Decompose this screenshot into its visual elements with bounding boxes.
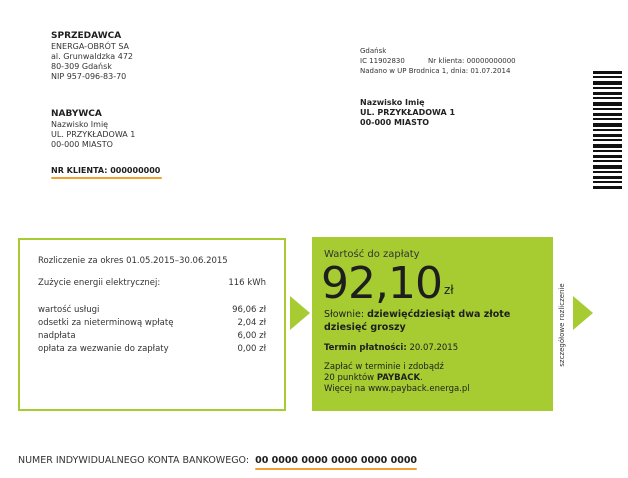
payback-promo — [324, 362, 470, 395]
settlement-box — [18, 238, 286, 411]
words-line2: dziesięć groszy — [324, 322, 406, 333]
payment-label: Wartość do zapłaty — [324, 249, 420, 260]
buyer-line: UL. PRZYKŁADOWA 1 — [51, 130, 136, 139]
buyer-line: 00-000 MIASTO — [51, 140, 113, 149]
bank-account — [18, 455, 417, 466]
sender-client-nr: Nr klienta: 00000000000 — [428, 57, 516, 65]
item-value: 6,00 zł — [237, 331, 266, 341]
buyer-block — [51, 109, 135, 150]
sender-city: Gdańsk — [360, 47, 387, 55]
settlement-item — [38, 304, 266, 317]
seller-line: NIP 957-096-83-70 — [51, 72, 127, 81]
detailed-settlement-label[interactable] — [555, 240, 569, 410]
bank-account-number — [255, 455, 417, 466]
settlement-item — [38, 330, 266, 343]
seller-title: SPRZEDAWCA — [51, 31, 122, 41]
promo-text: . — [420, 373, 423, 383]
seller-block — [51, 31, 133, 82]
seller-line: ENERGA-OBRÓT SA — [51, 42, 130, 51]
settlement-item — [38, 317, 266, 330]
item-label: wartość usługi — [38, 305, 100, 315]
recipient-line: UL. PRZYKŁADOWA 1 — [360, 108, 456, 117]
energy-usage-label: Zużycie energii elektrycznej: — [38, 278, 161, 288]
item-value: 96,06 zł — [232, 305, 266, 315]
words-label: Słownie: — [324, 309, 365, 320]
due-label: Termin płatności: — [324, 343, 407, 353]
payment-box — [312, 237, 553, 411]
energy-usage-value: 116 kWh — [228, 278, 266, 288]
bank-account-underline — [255, 468, 417, 470]
payback-brand: PAYBACK — [376, 373, 421, 383]
words-line1: dziewięćdziesiąt dwa złote — [367, 309, 511, 320]
seller-line: 80-309 Gdańsk — [51, 62, 112, 71]
item-label: nadpłata — [38, 331, 76, 341]
recipient-line: Nazwisko Imię — [360, 98, 425, 107]
sender-ic: IC 11902830 — [360, 57, 405, 65]
seller-line: al. Grunwaldzka 472 — [51, 52, 133, 61]
vertical-label-text: szczegółowe rozliczenie — [558, 283, 566, 367]
sender-info — [360, 46, 516, 76]
due-date-row — [324, 343, 458, 353]
promo-text: 20 punktów — [324, 373, 377, 383]
item-label: odsetki za nieterminową wpłatę — [38, 318, 174, 328]
energy-usage-row — [38, 278, 266, 288]
buyer-line: Nazwisko Imię — [51, 120, 109, 129]
client-number-text: NR KLIENTA: 000000000 — [51, 166, 161, 175]
amount-in-words — [324, 308, 544, 334]
buyer-title: NABYWCA — [51, 109, 102, 119]
settlement-period: Rozliczenie za okres 01.05.2015–30.06.2015 — [38, 256, 228, 266]
bank-account-number-text: 00 0000 0000 0000 0000 0000 — [255, 455, 418, 466]
due-date: 20.07.2015 — [409, 343, 459, 353]
barcode-icon — [593, 71, 622, 203]
client-number — [51, 166, 160, 176]
recipient-address — [360, 98, 455, 128]
settlement-item — [38, 343, 266, 356]
item-value: 2,04 zł — [237, 318, 266, 328]
sender-posted: Nadano w UP Brodnica 1, dnia: 01.07.2014 — [360, 67, 511, 75]
recipient-line: 00-000 MIASTO — [360, 118, 430, 127]
payment-currency: zł — [444, 283, 454, 297]
settlement-items — [38, 304, 266, 356]
item-value: 0,00 zł — [237, 344, 266, 354]
bank-account-label: NUMER INDYWIDUALNEGO KONTA BANKOWEGO: — [18, 455, 250, 466]
promo-line: Zapłać w terminie i zdobądź — [324, 362, 444, 372]
promo-line — [324, 373, 470, 384]
item-label: opłata za wezwanie do zapłaty — [38, 344, 169, 354]
arrow-right-icon — [290, 296, 310, 330]
arrow-right-icon[interactable] — [573, 296, 593, 330]
promo-link[interactable]: Więcej na www.payback.energa.pl — [324, 384, 470, 394]
payment-amount: 92,10 — [321, 258, 442, 309]
client-number-underline — [51, 177, 162, 179]
